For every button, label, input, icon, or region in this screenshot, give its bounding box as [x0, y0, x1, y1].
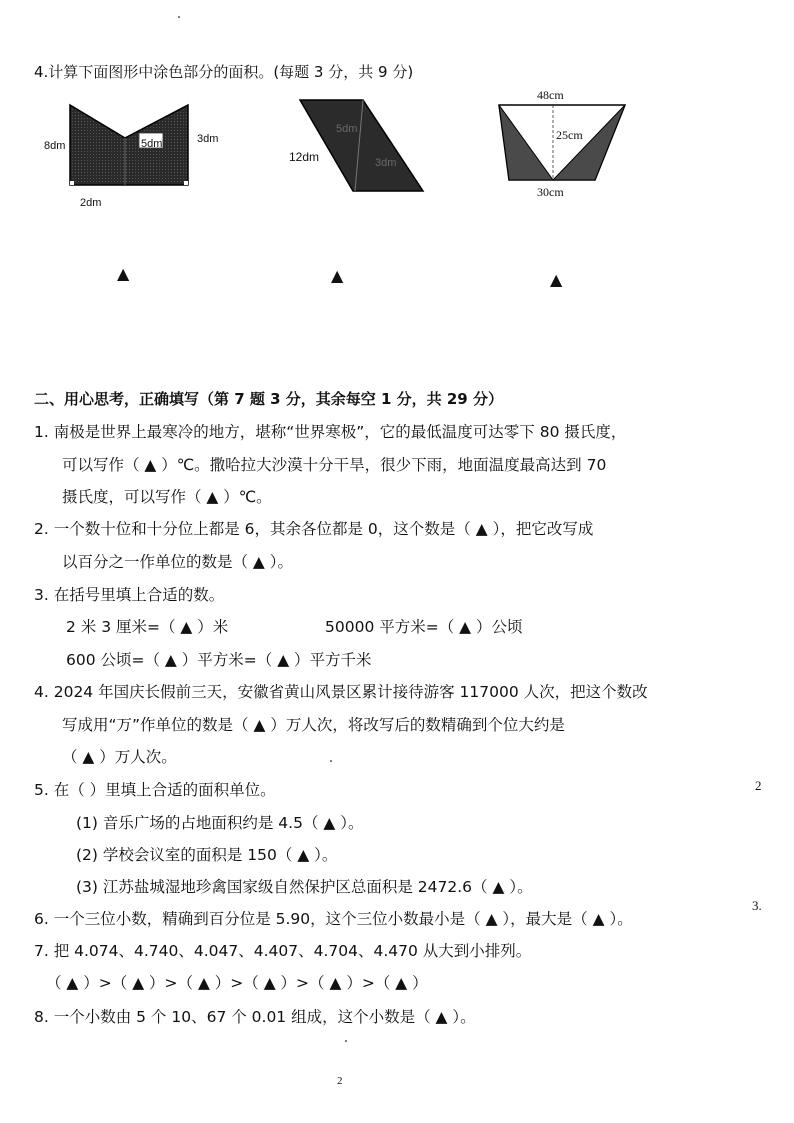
s2-q7-line2: （ ▲ ）>（ ▲ ）>（ ▲ ）>（ ▲ ）>（ ▲ ）>（ ▲ ）: [46, 974, 428, 992]
fig1-label-5dm: 5dm: [141, 138, 163, 150]
s2-q3-line3: 600 公顷=（ ▲ ）平方米=（ ▲ ）平方千米: [66, 651, 372, 669]
s2-q2-line1: 2. 一个数十位和十分位上都是 6，其余各位都是 0，这个数是（ ▲ ），把它改写成: [34, 520, 594, 538]
s2-q1-line2: 可以写作（ ▲ ）℃。撒哈拉大沙漠十分干旱，很少下雨，地面温度最高达到 70: [62, 456, 607, 474]
fig3-label-top: 48cm: [537, 88, 564, 102]
s2-q3-line1: 3. 在括号里填上合适的数。: [34, 586, 225, 604]
answer-mark-fig3[interactable]: ▲: [550, 270, 563, 289]
s2-q6-line1: 6. 一个三位小数，精确到百分位是 5.90，这个三位小数最小是（ ▲ ），最大是（ ▲ ）。: [34, 910, 633, 928]
fig2-label-5dm: 5dm: [336, 123, 358, 135]
speck: [345, 1040, 347, 1042]
figure-2: [295, 96, 430, 196]
s2-q4-line3: （ ▲ ）万人次。: [62, 748, 177, 766]
s2-q7-line1: 7. 把 4.074、4.740、4.047、4.407、4.704、4.470 从大到小排列。: [34, 942, 532, 960]
s2-q4-line1: 4. 2024 年国庆长假前三天，安徽省黄山风景区累计接待游客 117000 人次，把这个数改: [34, 683, 648, 701]
margin-mark-2: 2: [755, 778, 762, 793]
fig2-label-12dm: 12dm: [289, 150, 320, 164]
answer-mark-fig2[interactable]: ▲: [331, 266, 344, 285]
fig2-label-3dm: 3dm: [375, 157, 397, 169]
s2-q2-line2: 以百分之一作单位的数是（ ▲ ）。: [62, 553, 294, 571]
s2-q5-item3: (3) 江苏盐城湿地珍禽国家级自然保护区总面积是 2472.6（ ▲ ）。: [76, 878, 533, 896]
figure-1: [60, 100, 210, 195]
fig1-label-3dm: 3dm: [197, 133, 219, 145]
s2-q1-line1: 1. 南极是世界上最寒冷的地方，堪称“世界寒极”，它的最低温度可达零下 80 摄氏度，: [34, 423, 627, 441]
fig3-label-bottom: 30cm: [537, 185, 564, 199]
s2-q8-line1: 8. 一个小数由 5 个 10、67 个 0.01 组成，这个小数是（ ▲ ）。: [34, 1008, 476, 1026]
answer-mark-fig1[interactable]: ▲: [117, 264, 130, 283]
fig1-label-8dm: 8dm: [44, 140, 66, 152]
s2-q3-left-a: 2 米 3 厘米=（ ▲ ）米: [66, 618, 229, 636]
s2-q5-item2: (2) 学校会议室的面积是 150（ ▲ ）。: [76, 846, 338, 864]
s2-q1-line3: 摄氏度，可以写作（ ▲ ）℃。: [62, 488, 272, 506]
page-number: 2: [337, 1075, 343, 1087]
speck: [330, 760, 332, 762]
s2-q5-item1: (1) 音乐广场的占地面积约是 4.5（ ▲ ）。: [76, 814, 364, 832]
margin-mark-3: 3.: [752, 898, 762, 913]
q4-heading: 4.计算下面图形中涂色部分的面积。(每题 3 分，共 9 分): [34, 63, 414, 81]
fig1-label-2dm: 2dm: [80, 197, 102, 209]
speck: [178, 16, 180, 18]
s2-q3-right-a: 50000 平方米=（ ▲ ）公顷: [325, 618, 523, 636]
s2-q4-line2: 写成用“万”作单位的数是（ ▲ ）万人次，将改写后的数精确到个位大约是: [62, 716, 565, 734]
s2-q5-line1: 5. 在（ ）里填上合适的面积单位。: [34, 781, 276, 799]
section2-heading: 二、用心思考，正确填写（第 7 题 3 分，其余每空 1 分，共 29 分）: [34, 390, 503, 408]
fig3-label-height: 25cm: [556, 128, 583, 142]
